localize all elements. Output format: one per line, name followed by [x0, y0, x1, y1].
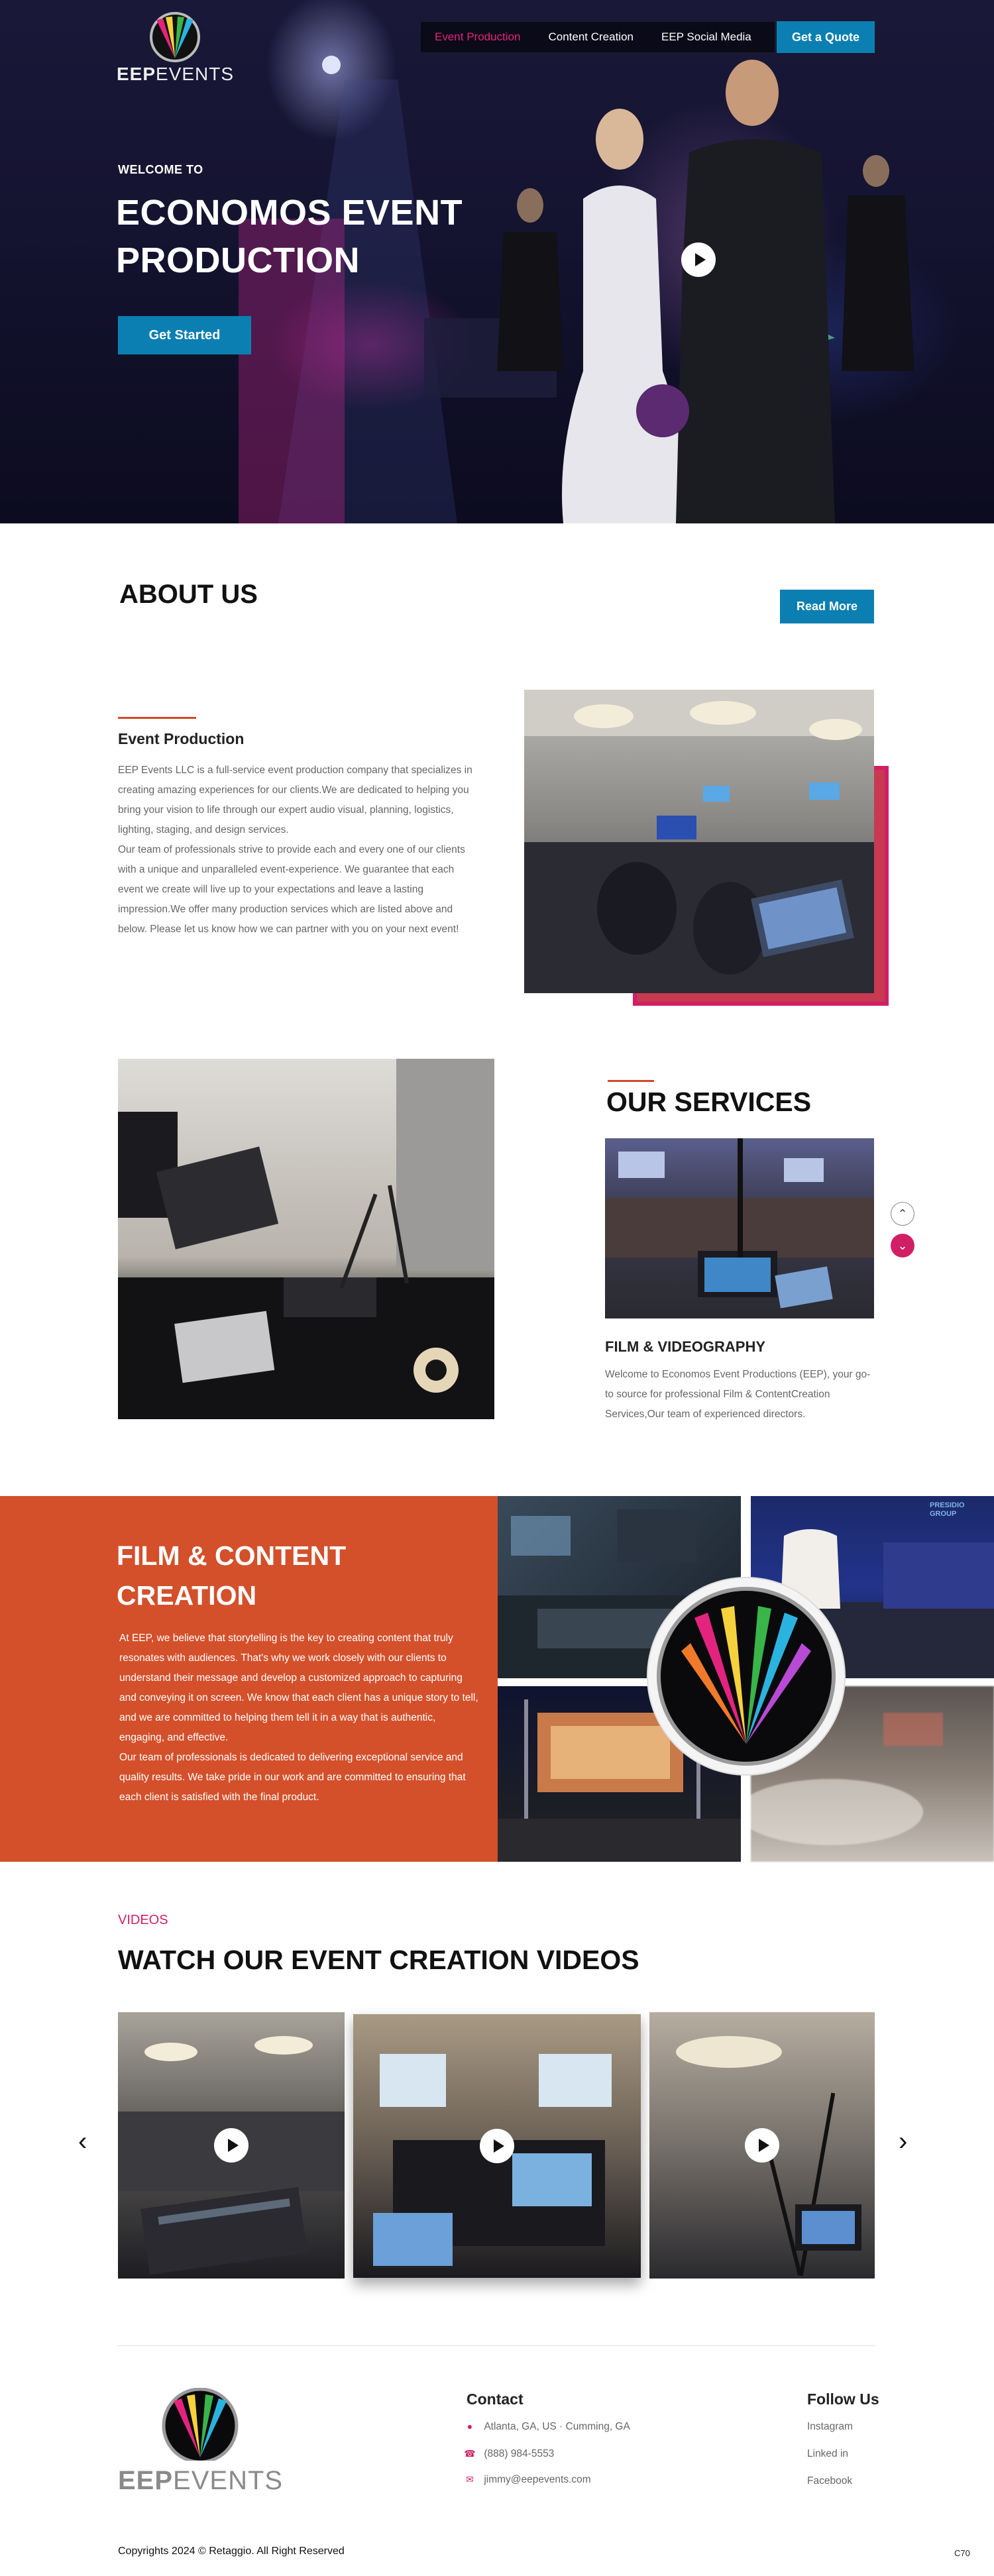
film-text — [119, 1629, 480, 1807]
read-more-button[interactable]: Read More — [780, 590, 874, 623]
chevron-left-icon: ‹ — [78, 2127, 87, 2156]
about-paragraph-1: EEP Events LLC is a full-service event production company that specializes in creating amazing experiences for our clients.We are dedicated to helping you bring your vision to life through our expert audio visual, planning, logistics, lighting, staging, and design services. — [118, 765, 472, 835]
chevron-up-icon: ⌃ — [897, 1207, 908, 1220]
footer-link-facebook[interactable]: Facebook — [807, 2475, 853, 2487]
play-icon — [494, 2139, 504, 2153]
ballroom-photo-illustration — [524, 690, 874, 993]
services-subtitle: FILM & VIDEOGRAPHY — [605, 1338, 766, 1355]
about-paragraph-2: Our team of professionals strive to provide each and every one of our clients with a unique and unparalleled event-experience. We guarantee that each event we create will live up to your expectations and leave a lasting impression.We offer many production services which are listed above and below. Please let us know how we can partner with you on your next event! — [118, 844, 465, 935]
about-text — [118, 761, 479, 939]
logo-events-text: EVENTS — [156, 64, 235, 84]
footer-address-text: Atlanta, GA, US · Cumming, GA — [484, 2421, 630, 2432]
phone-icon: ☎ — [464, 2448, 476, 2459]
location-pin-icon: ● — [467, 2421, 473, 2432]
main-nav — [420, 21, 775, 53]
play-icon — [695, 253, 706, 266]
about-subheading: Event Production — [118, 730, 245, 747]
services-title: OUR SERVICES — [606, 1087, 812, 1117]
logo-eep-text: EEP — [117, 64, 156, 84]
play-icon — [228, 2139, 239, 2152]
nav-item-social-media[interactable]: EEP Social Media — [661, 30, 751, 43]
hero-welcome: WELCOME TO — [118, 163, 203, 176]
footer-link-linkedin[interactable]: Linked in — [807, 2448, 849, 2459]
play-icon — [759, 2139, 769, 2152]
footer-email[interactable] — [464, 2474, 591, 2486]
logo[interactable] — [117, 11, 236, 83]
footer-email-text: jimmy@eepevents.com — [484, 2474, 591, 2485]
video-card-1[interactable] — [118, 2012, 345, 2279]
services-next-arrow[interactable] — [891, 1234, 914, 1258]
videography-illustration — [605, 1138, 874, 1318]
video-3-play-button[interactable] — [745, 2128, 779, 2163]
film-title: FILM & CONTENT CREATION — [117, 1540, 347, 1611]
about-title: ABOUT US — [119, 580, 258, 609]
get-quote-button[interactable]: Get a Quote — [777, 21, 875, 53]
services-text: Welcome to Economos Event Productions (EEP), your go-to source for professional Film & ContentCreation Services,Our team of experienced directors. — [605, 1369, 871, 1420]
footer-phone[interactable] — [464, 2448, 554, 2460]
footer-logo[interactable] — [118, 2388, 290, 2494]
footer-address — [464, 2421, 630, 2433]
videos-next-arrow[interactable] — [899, 2127, 907, 2157]
video-card-3[interactable] — [649, 2012, 875, 2279]
film-paragraph-2: Our team of professionals is dedicated to delivering exceptional service and quality results. We take pride in our work and are committed to ensuring that each client is satisfied with the final product. — [119, 1752, 466, 1803]
heading-accent-line — [118, 717, 196, 719]
video-2-play-button[interactable] — [480, 2129, 514, 2163]
audio-gear-illustration — [118, 1059, 494, 1419]
hero-play-button[interactable] — [681, 242, 716, 277]
event-production-photo — [524, 690, 874, 993]
audio-equipment-photo — [118, 1059, 494, 1419]
footer-contact-title: Contact — [467, 2390, 524, 2408]
footer-divider — [118, 2345, 875, 2346]
chevron-down-icon: ⌄ — [897, 1238, 908, 1252]
presidio-sign: PRESIDIO GROUP — [930, 1501, 965, 1518]
footer-follow-title: Follow Us — [807, 2390, 879, 2408]
video-1-play-button[interactable] — [214, 2128, 248, 2163]
chevron-right-icon: › — [899, 2127, 908, 2156]
videos-prev-arrow[interactable] — [78, 2127, 87, 2157]
envelope-icon: ✉ — [466, 2474, 474, 2485]
footer-link-instagram[interactable]: Instagram — [807, 2421, 853, 2432]
video-card-2[interactable] — [353, 2014, 641, 2278]
light-rays-logo-icon — [648, 1578, 844, 1774]
videos-tag: VIDEOS — [118, 1913, 168, 1927]
footer-logo-eep-text: EEP — [118, 2466, 174, 2495]
corner-badge: C70 — [954, 2548, 970, 2558]
copyright-text: Copyrights 2024 © Retaggio. All Right Reserved — [118, 2546, 345, 2557]
services-prev-arrow[interactable] — [891, 1202, 914, 1226]
nav-item-event-production[interactable]: Event Production — [435, 30, 521, 43]
hero-title: ECONOMOS EVENT PRODUCTION — [116, 193, 463, 280]
film-logo-badge — [648, 1578, 844, 1774]
nav-item-content-creation[interactable]: Content Creation — [548, 30, 634, 43]
footer-logo-events-text: EVENTS — [173, 2466, 284, 2495]
get-started-button[interactable]: Get Started — [118, 316, 251, 354]
footer-phone-text: (888) 984-5553 — [484, 2448, 555, 2459]
hero-section — [0, 0, 994, 523]
film-paragraph-1: At EEP, we believe that storytelling is the key to creating content that truly resonates with audiences. That's why we work closely with our clients to understand their message and develop a customized approach to capturing and conveying it on screen. We know that each client has a unique story to tell, and we are committed to helping them tell it in a way that is authentic, engaging, and effective. — [119, 1633, 478, 1743]
footer-logo-emblem-icon — [118, 2388, 290, 2461]
services-accent-line — [608, 1080, 654, 1082]
videography-photo — [605, 1138, 874, 1318]
videos-title: WATCH OUR EVENT CREATION VIDEOS — [118, 1945, 639, 1975]
